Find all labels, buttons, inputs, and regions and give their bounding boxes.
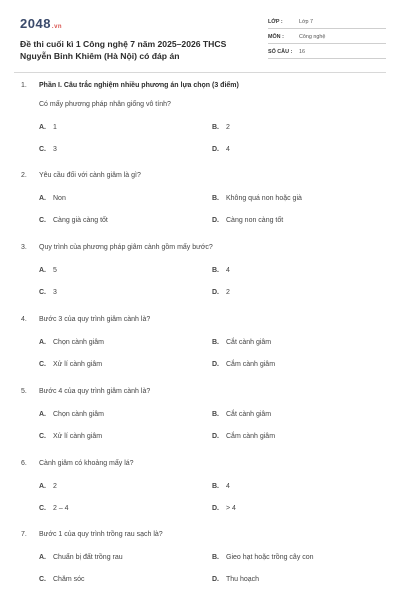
- option-text: > 4: [226, 505, 236, 512]
- logo-text: 2048: [20, 16, 51, 31]
- option-text: 3: [53, 289, 57, 296]
- option-letter: A.: [39, 195, 46, 202]
- header: [14, 10, 386, 72]
- meta-subject: [268, 31, 386, 44]
- option-text: Cắt cành giâm: [226, 339, 272, 346]
- section-title: Phần I. Câu trắc nghiệm nhiều phương án lựa chọn (3 điểm): [39, 82, 239, 89]
- option-letter: D.: [212, 289, 219, 296]
- option-letter: C.: [39, 289, 46, 296]
- option-a[interactable]: [39, 339, 104, 346]
- option-text: Chăm sóc: [53, 576, 85, 583]
- option-b[interactable]: [212, 195, 302, 202]
- option-text: 5: [53, 267, 57, 274]
- option-c[interactable]: [39, 289, 57, 296]
- option-letter: B.: [212, 483, 219, 490]
- option-b[interactable]: [212, 411, 271, 418]
- option-letter: A.: [39, 411, 46, 418]
- option-letter: B.: [212, 195, 219, 202]
- meta-subject-label: MÔN :: [268, 34, 284, 40]
- question-text: Cành giâm có khoảng mấy lá?: [39, 460, 134, 467]
- question-number: 1.: [21, 82, 27, 89]
- option-b[interactable]: [212, 483, 230, 490]
- option-letter: B.: [212, 267, 219, 274]
- option-letter: A.: [39, 339, 46, 346]
- option-text: Càng non càng tốt: [226, 217, 284, 224]
- question-text: Bước 4 của quy trình giâm cành là?: [39, 388, 151, 395]
- option-d[interactable]: [212, 505, 236, 512]
- option-text: Không quá non hoặc già: [226, 195, 302, 202]
- option-letter: C.: [39, 217, 46, 224]
- question-number: 6.: [21, 460, 27, 467]
- question-number: 7.: [21, 531, 27, 538]
- option-text: Cắm cành giâm: [226, 433, 276, 440]
- option-letter: C.: [39, 361, 46, 368]
- option-a[interactable]: [39, 483, 57, 490]
- option-text: 1: [53, 124, 57, 131]
- option-d[interactable]: [212, 217, 283, 224]
- option-text: Xử lí cành giâm: [53, 433, 103, 440]
- meta-class-value: Lớp 7: [299, 19, 314, 25]
- option-letter: B.: [212, 124, 219, 131]
- option-letter: B.: [212, 339, 219, 346]
- option-text: Chọn cành giâm: [53, 411, 104, 418]
- logo-tld: .vn: [51, 24, 63, 30]
- option-d[interactable]: [212, 146, 230, 153]
- meta-class: [268, 16, 386, 29]
- exam-title: [20, 38, 235, 62]
- meta-count: [268, 46, 386, 59]
- option-letter: D.: [212, 361, 219, 368]
- option-text: 2: [226, 289, 230, 296]
- exam-title-line-2: Nguyễn Bỉnh Khiêm (Hà Nội) có đáp án: [20, 51, 180, 61]
- option-letter: D.: [212, 433, 219, 440]
- meta-class-label: LỚP :: [268, 19, 283, 25]
- option-c[interactable]: [39, 433, 102, 440]
- option-text: Càng già càng tốt: [53, 217, 108, 224]
- option-letter: A.: [39, 554, 46, 561]
- option-c[interactable]: [39, 146, 57, 153]
- option-letter: A.: [39, 267, 46, 274]
- option-text: 4: [226, 267, 230, 274]
- option-c[interactable]: [39, 217, 108, 224]
- question-text: Bước 1 của quy trình trồng rau sạch là?: [39, 531, 163, 538]
- option-letter: C.: [39, 433, 46, 440]
- question-number: 2.: [21, 172, 27, 179]
- meta-count-label: SỐ CÂU :: [268, 49, 293, 55]
- site-logo[interactable]: [20, 16, 62, 31]
- option-letter: D.: [212, 217, 219, 224]
- header-divider: [14, 72, 386, 73]
- option-letter: C.: [39, 505, 46, 512]
- option-a[interactable]: [39, 267, 57, 274]
- question-text: Yêu cầu đối với cành giâm là gì?: [39, 172, 141, 179]
- option-text: Cắt cành giâm: [226, 411, 272, 418]
- option-letter: B.: [212, 411, 219, 418]
- option-letter: D.: [212, 505, 219, 512]
- option-a[interactable]: [39, 554, 123, 561]
- option-b[interactable]: [212, 124, 230, 131]
- option-text: Thu hoạch: [226, 576, 260, 583]
- option-d[interactable]: [212, 361, 275, 368]
- option-text: 2: [53, 483, 57, 490]
- option-letter: B.: [212, 554, 219, 561]
- option-b[interactable]: [212, 267, 230, 274]
- meta-count-value: 16: [299, 49, 305, 55]
- option-text: 2 – 4: [53, 505, 69, 512]
- option-c[interactable]: [39, 505, 69, 512]
- option-c[interactable]: [39, 361, 102, 368]
- question-text: Bước 3 của quy trình giâm cành là?: [39, 316, 151, 323]
- option-letter: A.: [39, 124, 46, 131]
- option-text: 4: [226, 483, 230, 490]
- question-text: Quy trình của phương pháp giâm cành gồm mấy bước?: [39, 244, 213, 251]
- option-text: Cắm cành giâm: [226, 361, 276, 368]
- option-a[interactable]: [39, 195, 66, 202]
- option-b[interactable]: [212, 554, 314, 561]
- option-d[interactable]: [212, 576, 259, 583]
- option-text: 4: [226, 146, 230, 153]
- exam-title-line-1: Đề thi cuối kì 1 Công nghệ 7 năm 2025–2026 THCS: [20, 39, 227, 49]
- option-text: Gieo hạt hoặc trồng cây con: [226, 554, 314, 561]
- option-text: Xử lí cành giâm: [53, 361, 103, 368]
- meta-subject-value: Công nghệ: [299, 34, 326, 40]
- question-number: 5.: [21, 388, 27, 395]
- option-a[interactable]: [39, 411, 104, 418]
- option-c[interactable]: [39, 576, 85, 583]
- option-letter: C.: [39, 146, 46, 153]
- option-letter: D.: [212, 576, 219, 583]
- option-text: 2: [226, 124, 230, 131]
- option-text: 3: [53, 146, 57, 153]
- question-text: Có mấy phương pháp nhân giống vô tính?: [39, 101, 171, 108]
- option-letter: D.: [212, 146, 219, 153]
- option-text: Chuẩn bị đất trồng rau: [53, 554, 123, 561]
- option-d[interactable]: [212, 433, 275, 440]
- option-text: Non: [53, 195, 66, 202]
- option-letter: C.: [39, 576, 46, 583]
- option-b[interactable]: [212, 339, 271, 346]
- question-number: 3.: [21, 244, 27, 251]
- option-text: Chọn cành giâm: [53, 339, 104, 346]
- question-number: 4.: [21, 316, 27, 323]
- option-a[interactable]: [39, 124, 57, 131]
- option-letter: A.: [39, 483, 46, 490]
- option-d[interactable]: [212, 289, 230, 296]
